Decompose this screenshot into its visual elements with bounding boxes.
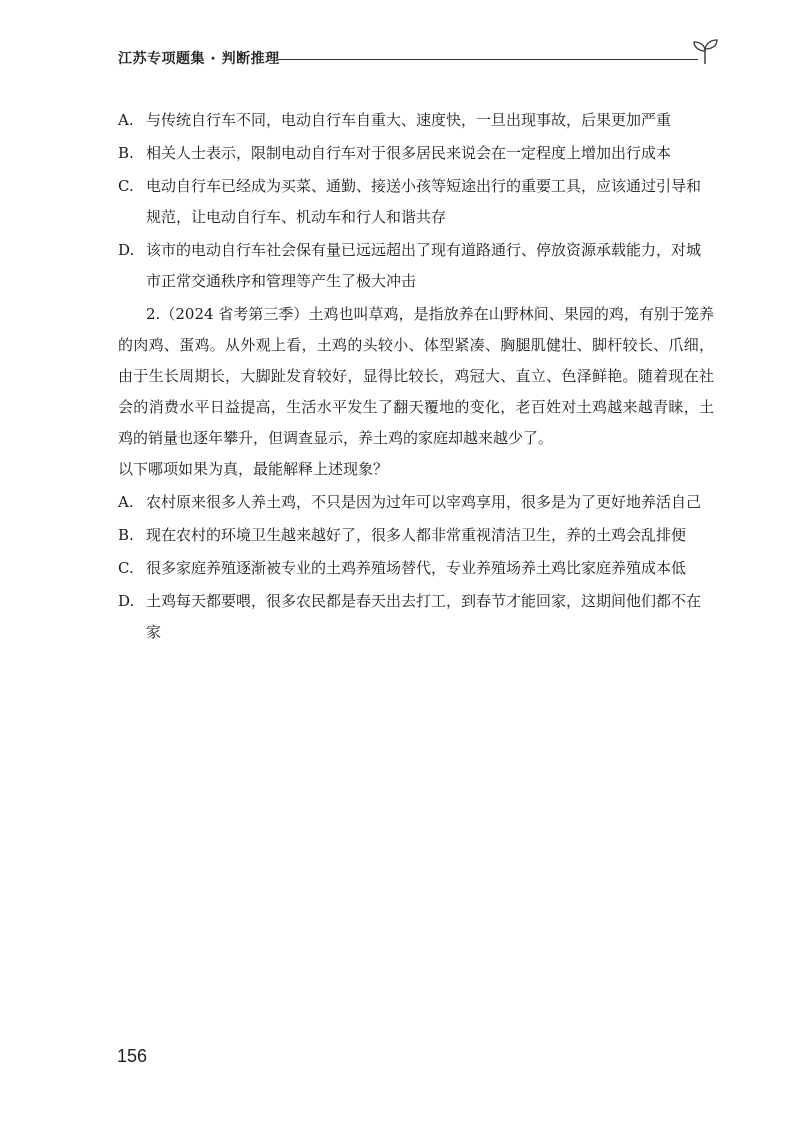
q2-option-a xyxy=(118,487,714,518)
prev-option-c xyxy=(118,171,714,233)
q2-option-d xyxy=(118,586,714,648)
option-letter: C. xyxy=(118,559,134,577)
option-text: 该市的电动自行车社会保有量已远远超出了现有道路通行、停放资源承载能力，对城市正常交通秩序和管理等产生了极大冲击 xyxy=(146,241,702,290)
sprout-icon xyxy=(690,36,720,66)
option-text: 农村原来很多人养土鸡，不只是因为过年可以宰鸡享用，很多是为了更好地养活自己 xyxy=(146,493,702,511)
option-text: 电动自行车已经成为买菜、通勤、接送小孩等短途出行的重要工具，应该通过引导和规范，让电动自行车、机动车和行人和谐共存 xyxy=(146,177,702,226)
option-letter: B. xyxy=(118,144,134,162)
prev-option-a xyxy=(118,105,714,136)
option-text: 土鸡每天都要喂，很多农民都是春天出去打工，到春节才能回家，这期间他们都不在家 xyxy=(146,592,702,641)
question-prompt: 以下哪项如果为真，最能解释上述现象？ xyxy=(118,460,389,478)
prev-option-d xyxy=(118,235,714,297)
q2-option-b xyxy=(118,520,714,551)
option-text: 很多家庭养殖逐渐被专业的土鸡养殖场替代，专业养殖场养土鸡比家庭养殖成本低 xyxy=(146,559,687,577)
option-text: 与传统自行车不同，电动自行车自重大、速度快，一旦出现事故，后果更加严重 xyxy=(146,111,672,129)
page-number: 156 xyxy=(117,1046,148,1066)
q2-option-c xyxy=(118,553,714,584)
option-letter: A. xyxy=(118,493,134,511)
option-letter: A. xyxy=(118,111,134,129)
option-letter: D. xyxy=(118,592,135,610)
option-letter: B. xyxy=(118,526,134,544)
prev-option-b xyxy=(118,138,714,169)
question-stem: 2.（2024 省考第三季）土鸡也叫草鸡，是指放养在山野林间、果园的鸡，有别于笼养的肉鸡、蛋鸡。从外观上看，土鸡的头较小、体型紧凑、胸腿肌健壮、脚杆较长、爪细，由于生长周期长，大脚趾发育较好，显得比较长，鸡冠大、直立、色泽鲜艳。随着现在社会的消费水平日益提高，生活水平发生了翻天覆地的变化，老百姓对土鸡越来越青睐，土鸡的销量也逐年攀升，但调查显示，养土鸡的家庭却越来越少了。 xyxy=(118,305,714,447)
option-text: 相关人士表示，限制电动自行车对于很多居民来说会在一定程度上增加出行成本 xyxy=(146,144,672,162)
option-letter: D. xyxy=(118,241,135,259)
header-rule xyxy=(278,59,698,60)
page-content xyxy=(118,105,714,650)
running-header xyxy=(118,44,718,72)
option-letter: C. xyxy=(118,177,134,195)
option-text: 现在农村的环境卫生越来越好了，很多人都非常重视清洁卫生，养的土鸡会乱排便 xyxy=(146,526,687,544)
book-section-title: 江苏专项题集 · 判断推理 xyxy=(118,51,280,67)
